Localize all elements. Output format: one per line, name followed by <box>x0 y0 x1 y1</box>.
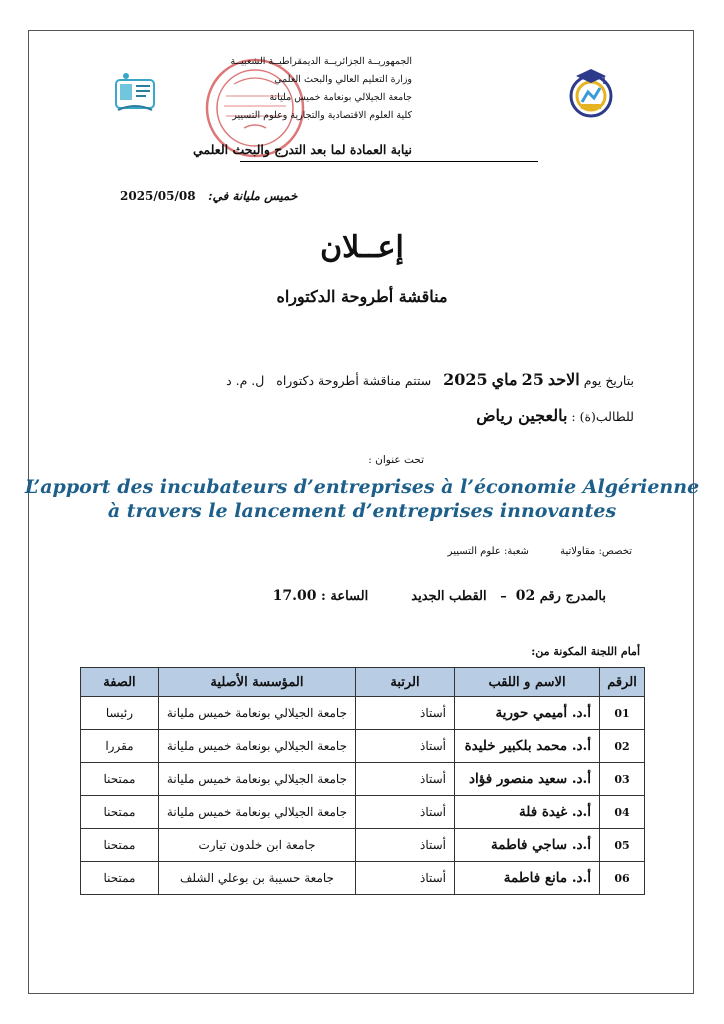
table-row <box>81 796 645 829</box>
header-university: جامعة الجيلالي بونعامة خميس مليانة <box>269 92 412 103</box>
row-institution: جامعة الجيلالي بونعامة خميس مليانة <box>158 697 355 730</box>
row-rank: أستاذ <box>356 730 455 763</box>
faculty-logo-icon <box>566 64 616 122</box>
thesis-title-line1: L’apport des incubateurs d’entreprises à l’économie Algérienne <box>24 476 700 498</box>
under-title-label: تحت عنوان : <box>368 454 424 466</box>
row-role: ممتحنا <box>81 763 159 796</box>
venue-campus: القطب الجديد <box>411 589 487 604</box>
venue-line <box>273 588 606 604</box>
row-role: ممتحنا <box>81 829 159 862</box>
venue-hall-number: 02 <box>515 588 536 604</box>
venue-dash: – <box>500 589 507 604</box>
row-rank: أستاذ <box>356 862 455 895</box>
row-role: مقررا <box>81 730 159 763</box>
committee-label: أمام اللجنة المكونة من: <box>531 645 640 658</box>
row-role: ممتحنا <box>81 862 159 895</box>
committee-header-row <box>81 668 645 697</box>
row-institution: جامعة الجيلالي بونعامة خميس مليانة <box>158 796 355 829</box>
header-republic: الجمهوريــة الجزائريــة الديمقراطيــة الشعبيــة <box>230 56 412 67</box>
row-institution: جامعة ابن خلدون تيارت <box>158 829 355 862</box>
date-value: 2025/05/08 <box>120 189 196 203</box>
table-row <box>81 730 645 763</box>
header-divider <box>240 161 538 162</box>
header-department: نيابة العمادة لما بعد التدرج والبحث العلمي <box>193 142 412 157</box>
row-rank: أستاذ <box>356 829 455 862</box>
col-header-institution: المؤسسة الأصلية <box>158 668 355 697</box>
col-header-name: الاسم و اللقب <box>455 668 600 697</box>
row-rank: أستاذ <box>356 697 455 730</box>
student-label: للطالب(ة) : <box>571 409 634 424</box>
table-row <box>81 763 645 796</box>
announcement-level: ل. م. د <box>226 373 265 388</box>
table-row <box>81 697 645 730</box>
row-num: 01 <box>600 697 645 730</box>
row-name: أ.د. مانع فاطمة <box>455 862 600 895</box>
row-name: أ.د. أميمي حورية <box>455 697 600 730</box>
row-name: أ.د. سعيد منصور فؤاد <box>455 763 600 796</box>
row-name: أ.د. غيدة فلة <box>455 796 600 829</box>
row-institution: جامعة حسيبة بن بوعلي الشلف <box>158 862 355 895</box>
col-header-num: الرقم <box>600 668 645 697</box>
row-rank: أستاذ <box>356 796 455 829</box>
venue-hall: بالمدرج رقم <box>539 589 606 604</box>
document-date <box>120 189 297 203</box>
page-title: إعــلان <box>320 230 404 265</box>
row-institution: جامعة الجيلالي بونعامة خميس مليانة <box>158 763 355 796</box>
row-name: أ.د. ساجي فاطمة <box>455 829 600 862</box>
announcement-prefix: بتاريخ يوم <box>583 373 634 388</box>
row-num: 06 <box>600 862 645 895</box>
venue-time-label: الساعة : <box>321 589 369 604</box>
announcement-month: ماي <box>491 370 518 389</box>
row-rank: أستاذ <box>356 763 455 796</box>
row-num: 05 <box>600 829 645 862</box>
specialty-line <box>420 546 632 557</box>
page-subtitle: مناقشة أطروحة الدكتوراه <box>276 287 448 306</box>
col-header-rank: الرتبة <box>356 668 455 697</box>
col-header-role: الصفة <box>81 668 159 697</box>
university-logo-icon <box>114 70 156 116</box>
row-role: ممتحنا <box>81 796 159 829</box>
venue-time: 17.00 <box>272 588 317 604</box>
table-row <box>81 829 645 862</box>
row-institution: جامعة الجيلالي بونعامة خميس مليانة <box>158 730 355 763</box>
branch-field: شعبة: علوم التسيير <box>447 546 529 557</box>
row-num: 02 <box>600 730 645 763</box>
row-name: أ.د. محمد بلكبير خليدة <box>455 730 600 763</box>
row-role: رئيسا <box>81 697 159 730</box>
header-ministry: وزارة التعليم العالي والبحث العلمي <box>274 74 412 85</box>
table-row <box>81 862 645 895</box>
committee-table <box>80 667 645 895</box>
specialty-field: تخصص: مقاولاتية <box>560 546 632 557</box>
announcement-date-num: 25 <box>521 370 544 389</box>
student-line <box>476 406 634 425</box>
student-name: بالعجين رياض <box>476 406 568 425</box>
announcement-middle: ستتم مناقشة أطروحة دكتوراه <box>276 373 432 388</box>
announcement-day: الاحد <box>547 370 580 389</box>
date-label: خميس مليانة في: <box>208 189 298 203</box>
row-num: 04 <box>600 796 645 829</box>
thesis-title-line2: à travers le lancement d’entreprises innovantes <box>107 500 617 522</box>
row-num: 03 <box>600 763 645 796</box>
announcement-line <box>226 370 634 389</box>
header-faculty: كلية العلوم الاقتصادية والتجارية وعلوم التسيير <box>232 110 412 121</box>
announcement-year: 2025 <box>443 370 488 389</box>
